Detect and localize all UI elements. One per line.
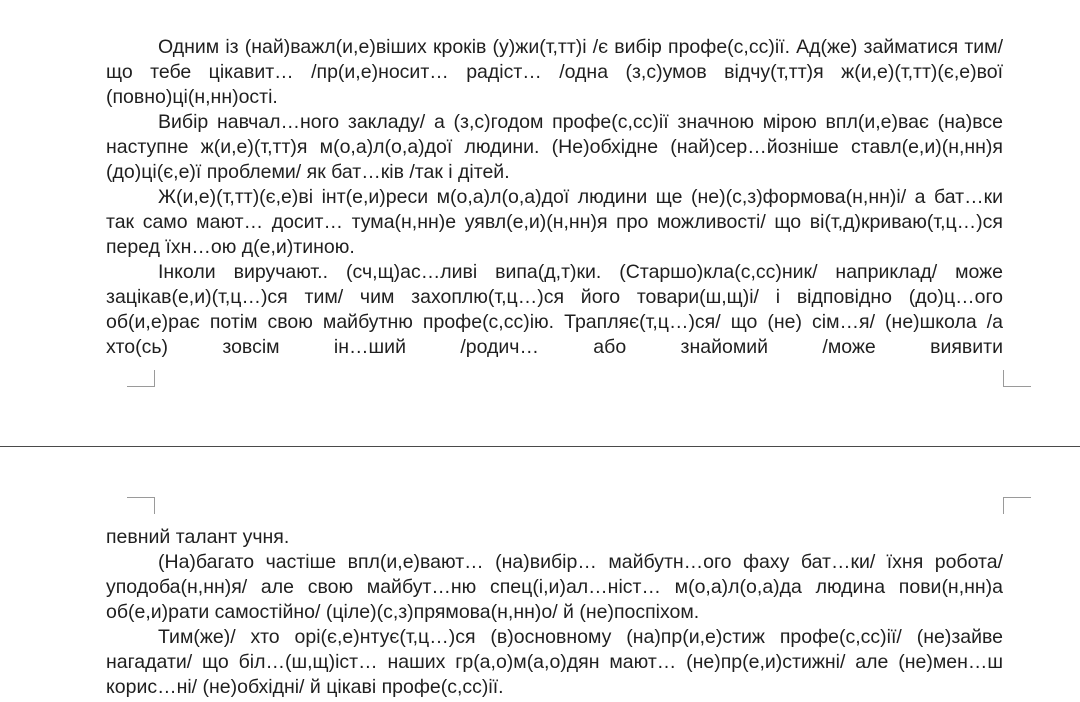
paragraph-2[interactable]: Вибір навчал…ного закладу/ а (з,с)годом профе(с,сс)ії значною мірою впл(и,е)ває (на)все наступне ж(и,е)(т,тт)я м(о,а)л(о,а)дої людини. (Не)обхідне (най)сер…йозніше ставл(е,и)(н,нн)я (до)ці(є,е)ї проблеми/ як бат…ків /так і дітей. [106,111,1003,183]
margin-corner-mark-top-right [1003,497,1031,514]
margin-corner-mark-bottom-left [127,370,155,387]
paragraph-6[interactable]: Тим(же)/ хто орі(є,е)нтує(т,ц…)ся (в)основному (на)пр(и,е)стиж профе(с,сс)ії/ (не)зайве нагадати/ що біл…(ш,щ)іст… наших гр(а,о)м(а,о)дян мают… (не)пр(е,и)стижні/ але (не)мен…ш корис…ні/ (не)обхідні/ й цікаві профе(с,сс)ії. [106,626,1003,698]
paragraph-3[interactable]: Ж(и,е)(т,тт)(є,е)ві інт(е,и)реси м(о,а)л(о,а)дої людини ще (не)(с,з)формова(н,нн)і/ а бат…ки так само мают… досит… тума(н,нн)е уявл(е,и)(н,нн)я про можливості/ що ві(т,д)криваю(т,ц…)ся перед їхн…ою д(е,и)тиною. [106,186,1003,258]
paragraph-5[interactable]: (На)багато частіше впл(и,е)вают… (на)вибір… майбутн…ого фаху бат…ки/ їхня робота/ уподоба(н,нн)я/ але свою майбут…ню спец(і,и)ал…ніст… м(о,а)л(о,а)да людина пови(н,нн)а об(е,и)рати самостійно/ (ціле)(с,з)прямова(н,нн)о/ й (не)поспіхом. [106,551,1003,623]
page-2-text-body[interactable] [106,525,1003,700]
margin-corner-mark-bottom-right [1003,370,1031,387]
margin-corner-mark-top-left [127,497,155,514]
paragraph-1[interactable]: Одним із (най)важл(и,е)віших кроків (у)жи(т,тт)і /є вибір профе(с,сс)ії. Ад(же) займатися тим/ що тебе цікавит… /пр(и,е)носит… радіст… /одна (з,с)умов відчу(т,тт)я ж(и,е)(т,тт)(є,е)вої (повно)ці(н,нн)ості. [106,36,1003,108]
document-page-2 [0,447,1080,702]
page-1-text-body[interactable] [106,35,1003,360]
paragraph-4-start[interactable]: Інколи виручают.. (сч,щ)ас…ливі випа(д,т)ки. (Старшо)кла(с,сс)ник/ наприклад/ може зацікав(е,и)(т,ц…)ся тим/ чим захоплю(т,ц…)ся його товари(ш,щ)і/ і відповідно (до)ц…ого об(и,е)рає потім свою майбутню профе(с,сс)ію. Трапляє(т,ц…)ся/ що (не) сім…я/ (не)школа /а хто(сь) зовсім ін…ший /родич… або знайомий /може виявити [106,261,1003,358]
paragraph-4-end[interactable]: певний талант учня. [106,526,290,548]
